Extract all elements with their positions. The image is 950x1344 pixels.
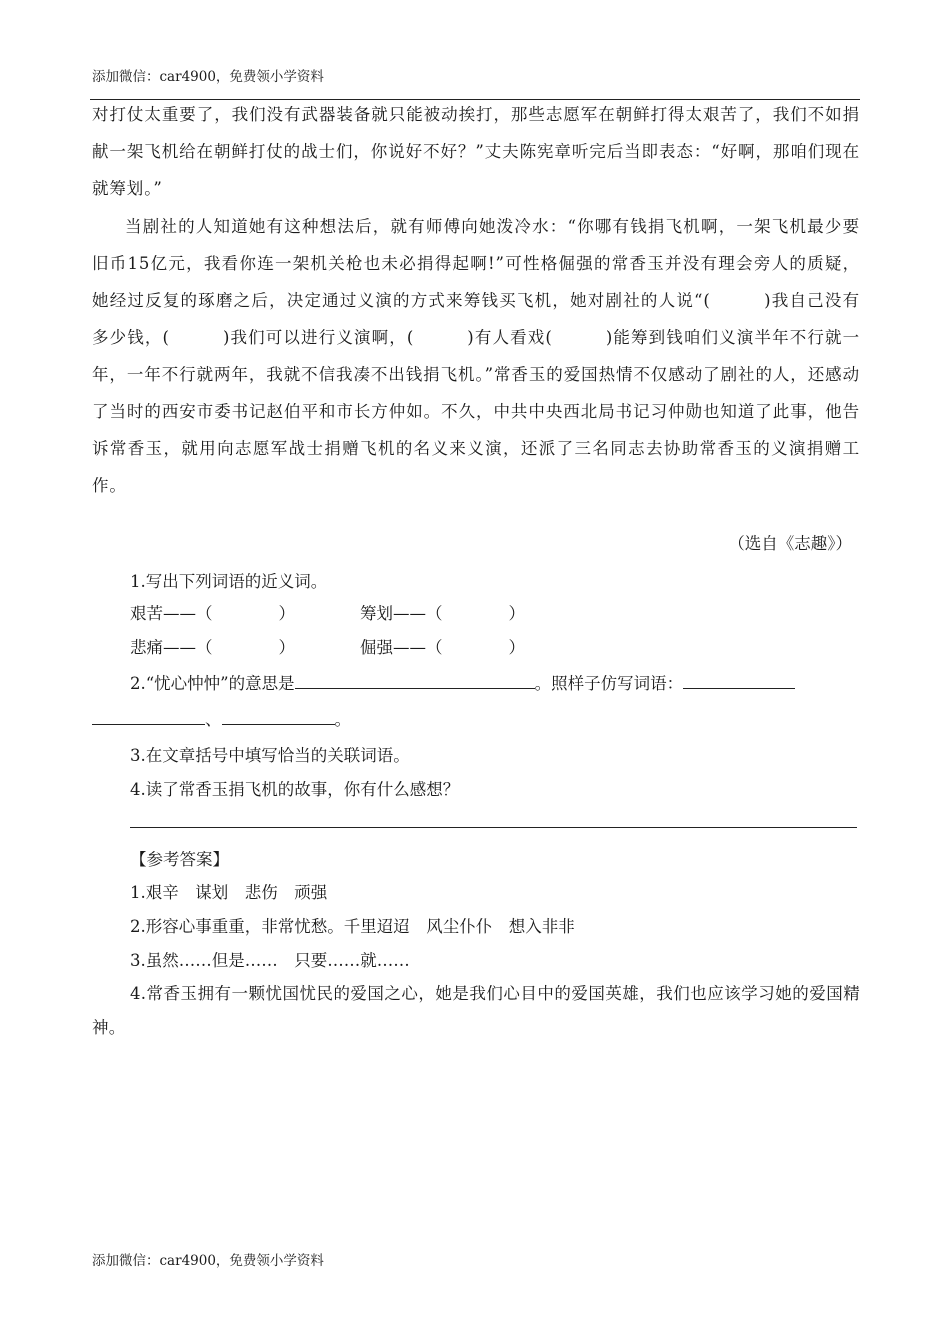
- question-1: 1.写出下列词语的近义词。: [130, 572, 328, 591]
- synonym-item-2: 筹划——（ ）: [360, 604, 525, 623]
- answer-2: 2.形容心事重重，非常忧愁。千里迢迢 风尘仆仆 想入非非: [130, 917, 575, 936]
- meaning-answer-blank[interactable]: [295, 671, 535, 689]
- question-4: 4.读了常香玉捐飞机的故事，你有什么感想？: [130, 780, 460, 799]
- imitate-word-blank-3[interactable]: [222, 707, 335, 725]
- question-2-prompt: 2.“忧心忡忡”的意思是: [130, 674, 295, 693]
- answer-writing-line[interactable]: [130, 827, 857, 828]
- page-footer: 添加微信：car4900，免费领小学资料: [92, 1253, 324, 1269]
- answer-3: 3.虽然……但是…… 只要……就……: [130, 951, 410, 970]
- question-2: [130, 670, 795, 694]
- passage-paragraph-1: 对打仗太重要了，我们没有武器装备就只能被动挨打，那些志愿军在朝鲜打得太艰苦了，我们不如捐献一架飞机给在朝鲜打仗的战士们，你说好不好？”丈夫陈宪章听完后当即表态：“好啊，那咱们现在就筹划。”: [92, 105, 860, 198]
- page-header: 添加微信：car4900，免费领小学资料: [92, 69, 324, 85]
- synonym-item-4: 倔强——（ ）: [360, 638, 525, 657]
- answers-title: 【参考答案】: [130, 850, 229, 869]
- answer-4: 4.常香玉拥有一颗忧国忧民的爱国之心，她是我们心目中的爱国英雄，我们也应该学习她的爱国精神。: [92, 984, 860, 1037]
- answer-1: 1.艰辛 谋划 悲伤 顽强: [130, 883, 328, 902]
- synonym-item-1: 艰苦——（ ）: [130, 604, 295, 623]
- synonym-item-3: 悲痛——（ ）: [130, 638, 295, 657]
- question-3: 3.在文章括号中填写恰当的关联词语。: [130, 746, 410, 765]
- imitate-word-blank-2[interactable]: [92, 707, 205, 725]
- passage-source: （选自《志趣》）: [728, 534, 852, 553]
- question-2-separator: 、: [205, 710, 222, 729]
- passage-paragraph-2: 当剧社的人知道她有这种想法后，就有师傅向她泼冷水：“你哪有钱捐飞机啊，一架飞机最少要旧币15亿元，我看你连一架机关枪也未必捐得起啊!”可性格倔强的常香玉并没有理会旁人的质疑，她经过反复的琢磨之后，决定通过义演的方式来筹钱买飞机，她对剧社的人说“( )我自己没有多少钱，( )我们可以进行义演啊，( )有人看戏( )能筹到钱咱们义演半年不行就一年，一年不行就两年，我就不信我凑不出钱捐飞机。”常香玉的爱国热情不仅感动了剧社的人，还感动了当时的西安市委书记赵伯平和市长方仲如。不久，中共中央西北局书记习仲勋也知道了此事，他告诉常香玉，就用向志愿军战士捐赠飞机的名义来义演，还派了三名同志去协助常香玉的义演捐赠工作。: [92, 217, 860, 495]
- question-2-end: 。: [334, 710, 351, 729]
- imitate-word-blank-1[interactable]: [683, 671, 795, 689]
- question-2-continued: [92, 706, 351, 730]
- question-2-prompt-imitate: 。照样子仿写词语：: [534, 674, 684, 693]
